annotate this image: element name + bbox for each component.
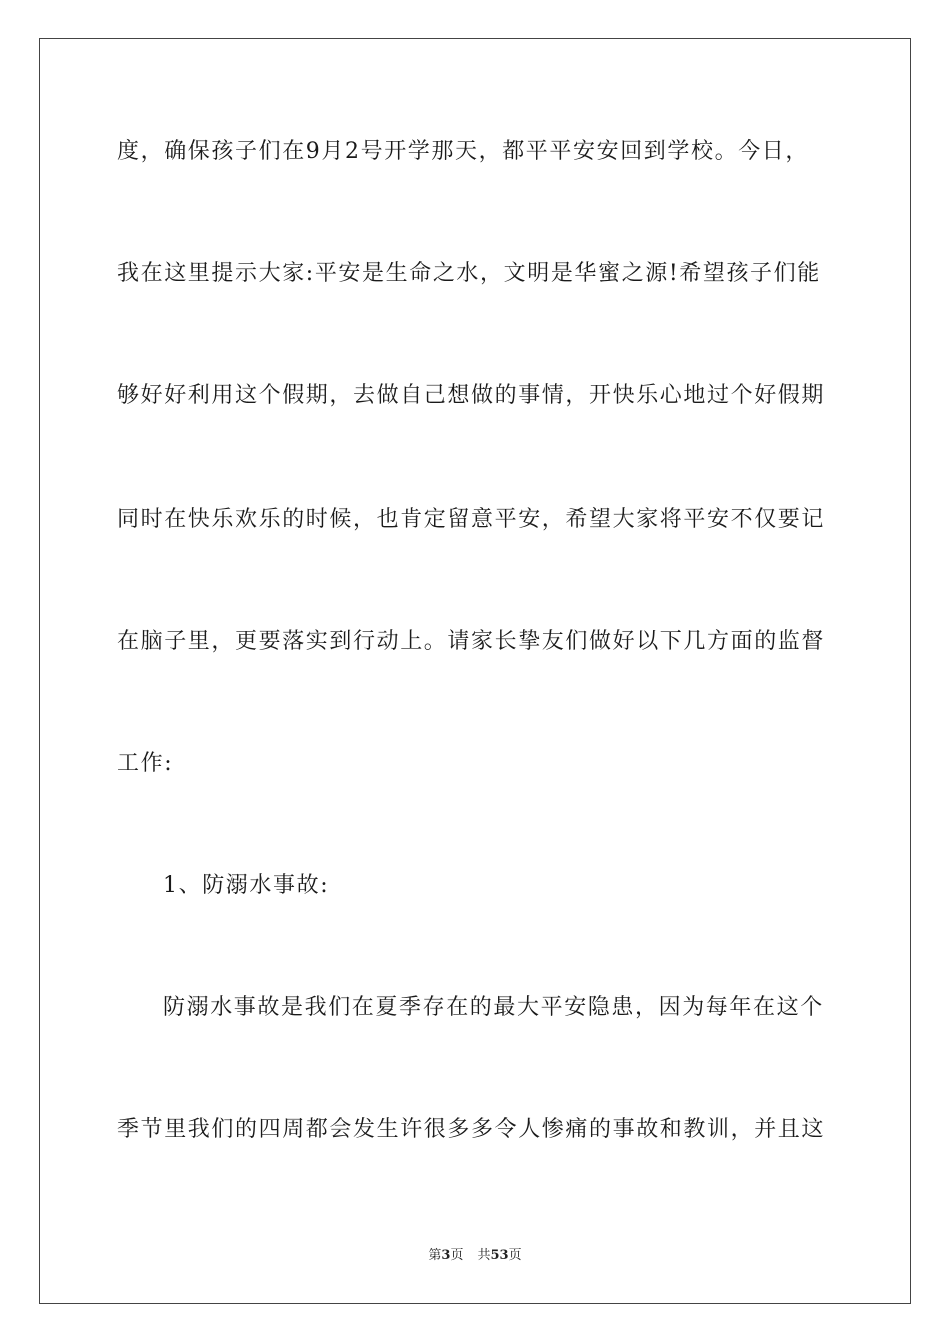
body-text-line: 在脑子里，更要落实到行动上。请家长挚友们做好以下几方面的监督 <box>117 629 826 654</box>
footer-page-prefix: 第 <box>428 1248 442 1263</box>
body-text-line: 同时在快乐欢乐的时候，也肯定留意平安，希望大家将平安不仅要记 <box>117 507 826 532</box>
footer-total-prefix: 共 <box>477 1248 491 1263</box>
paragraph-first-line: 防溺水事故是我们在夏季存在的最大平安隐患，因为每年在这个 <box>163 995 824 1020</box>
body-text-line: 度，确保孩子们在9月2号开学那天，都平平安安回到学校。今日， <box>117 139 809 164</box>
body-text-line: 我在这里提示大家:平安是生命之水，文明是华蜜之源!希望孩子们能 <box>117 261 821 286</box>
body-text-line: 季节里我们的四周都会发生许很多多令人惨痛的事故和教训，并且这 <box>117 1117 826 1142</box>
footer-total-suffix: 页 <box>508 1248 522 1263</box>
page-footer <box>0 1247 950 1265</box>
footer-page-number: 3 <box>441 1248 451 1263</box>
body-text-line: 工作: <box>117 751 174 776</box>
body-text-line: 够好好利用这个假期，去做自己想做的事情，开快乐心地过个好假期 <box>117 383 826 408</box>
footer-total-pages: 53 <box>490 1248 509 1263</box>
footer-page-suffix: 页 <box>450 1248 464 1263</box>
section-heading: 1、防溺水事故: <box>163 873 330 898</box>
